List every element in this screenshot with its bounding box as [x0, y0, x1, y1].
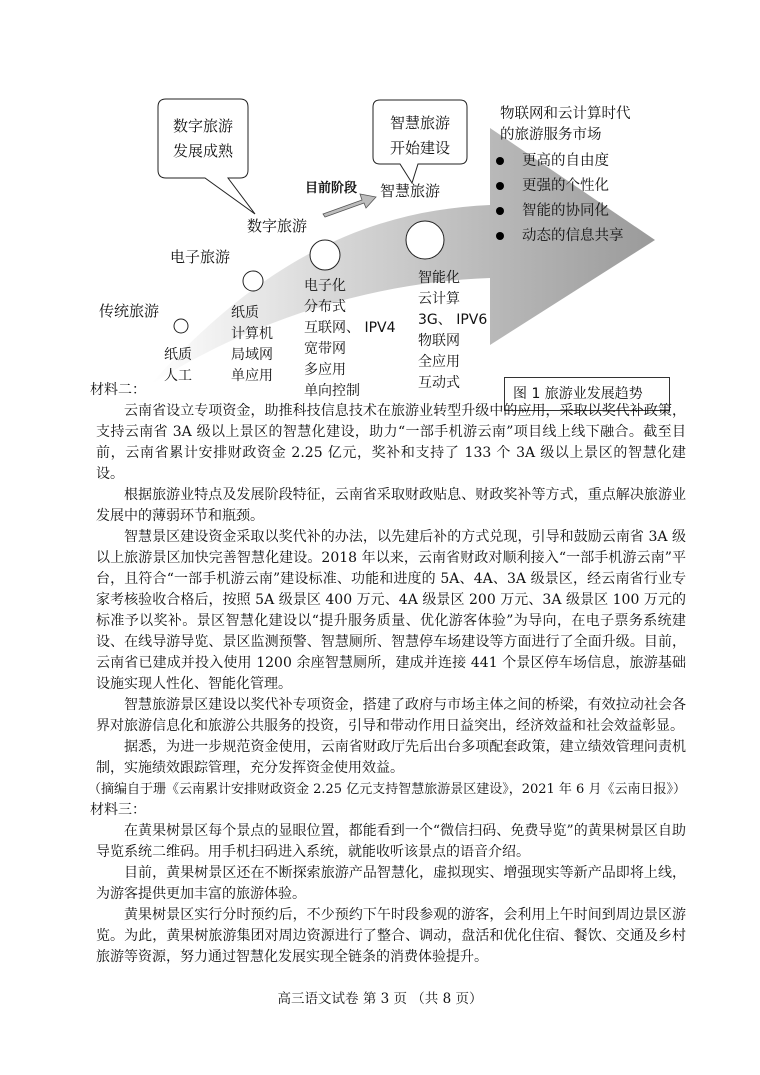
feature-item: 单向控制 [304, 383, 360, 399]
feature-item: 物联网 [418, 333, 460, 349]
market-item [500, 149, 631, 174]
feature-item: 互联网、 IPV4 [304, 320, 396, 336]
material2-paragraph: 智慧旅游景区建设以奖代补专项资金，搭建了政府与市场主体之间的桥梁，有效拉动社会各界对旅游信息化和旅游公共服务的投资，引导和带动作用日益突出，经济效益和社会效益彰显。 [96, 697, 686, 734]
callout-left-line-1: 数字旅游 [172, 117, 233, 135]
bullet-icon [496, 157, 504, 165]
callout-right-text [373, 111, 467, 161]
feature-item: 3G、 IPV6 [418, 312, 488, 328]
stage-circle-smart [406, 221, 444, 259]
feature-item: 互动式 [418, 375, 460, 391]
market-list [500, 149, 631, 249]
current-stage-label: 目前阶段 [305, 181, 358, 196]
material3-heading: 材料三： [90, 802, 146, 818]
stage-label-smart: 智慧旅游 [380, 182, 441, 200]
callout-right-line-2: 开始建设 [389, 139, 450, 157]
figure-caption: 图 1 旅游业发展趋势 [504, 377, 670, 411]
market-panel [500, 104, 631, 249]
feature-item: 纸质 [231, 305, 259, 321]
market-title-line-2: 的旅游服务市场 [500, 127, 602, 143]
market-item [500, 224, 631, 249]
smart-features [418, 268, 487, 394]
stage-label-digital: 数字旅游 [247, 217, 308, 235]
callout-right-line-1: 智慧旅游 [389, 114, 450, 132]
feature-item: 宽带网 [304, 341, 346, 357]
market-title-line-1: 物联网和云计算时代 [500, 106, 631, 122]
feature-item: 局域网 [231, 347, 273, 363]
stage-label-traditional: 传统旅游 [99, 302, 160, 320]
stage-label-electronic: 电子旅游 [170, 248, 231, 266]
bullet-icon [496, 232, 504, 240]
feature-item: 人工 [164, 368, 192, 384]
feature-item: 智能化 [418, 270, 460, 286]
callout-left-line-2: 发展成熟 [172, 142, 233, 160]
market-item-text: 更高的自由度 [522, 153, 609, 169]
stage-circle-digital [310, 240, 340, 270]
material3-paragraph: 在黄果树景区每个景点的显眼位置，都能看到一个“微信扫码、免费导览”的黄果树景区自助导览系统二维码。用手机扫码进入系统，就能收听该景点的语音介绍。 [96, 823, 686, 860]
feature-item: 计算机 [231, 326, 273, 342]
feature-item: 单应用 [231, 368, 273, 384]
material2-paragraph: 据悉，为进一步规范资金使用，云南省财政厅先后出台多项配套政策，建立绩效管理问责机制，实施绩效跟踪管理，充分发挥资金使用效益。 [96, 739, 686, 776]
material2-paragraph: 根据旅游业特点及发展阶段特征，云南省采取财政贴息、财政奖补等方式，重点解决旅游业发展中的薄弱环节和瓶颈。 [96, 487, 686, 524]
market-item [500, 174, 631, 199]
bullet-icon [496, 207, 504, 215]
market-item-text: 更强的个性化 [522, 178, 609, 194]
stage-circle-traditional [174, 319, 188, 333]
market-item-text: 动态的信息共享 [522, 228, 624, 244]
market-item-text: 智能的协同化 [522, 203, 609, 219]
article-body [88, 380, 686, 968]
material3-paragraph: 目前，黄果树景区还在不断探索旅游产品智慧化，虚拟现实、增强现实等新产品即将上线，为游客提供更加丰富的旅游体验。 [96, 865, 686, 902]
feature-item: 电子化 [304, 278, 346, 294]
material3-paragraph: 黄果树景区实行分时预约后，不少预约下午时段参观的游客，会利用上午时间到周边景区游览。为此，黄果树旅游集团对周边资源进行了整合、调动，盘活和优化住宿、餐饮、交通及乡村旅游等资源，努力通过智慧化发展实现全链条的消费体验提升。 [96, 907, 686, 965]
feature-item: 云计算 [418, 291, 460, 307]
stage-circle-electronic [243, 271, 263, 291]
callout-left-text [158, 114, 248, 164]
material2-paragraph: 智慧景区建设资金采取以奖代补的办法，以先建后补的方式兑现，引导和鼓励云南省 3A 级以上旅游景区加快完善智慧化建设。2018 年以来，云南省财政对顺利接入“一部手机游云南”平台，且符合“一部手机游云南”建设标准、功能和进度的 5A、4A、3A 级景区，经云南省行业专家考核验收合格后，按照 5A 级景区 400 万元、4A 级景区 200 万元、3A 级景区 100 万元的标准予以奖补。景区智慧化建设以“提升服务质量、优化游客体验”为导向，在电子票务系统建设、在线导游导览、景区监测预警、智慧厕所、智慧停车场建设等方面进行了全面升级。目前，云南省已建成并投入使用 1200 余座智慧厕所，建成并连接 441 个景区停车场信息，旅游基础设施实现人性化、智能化管理。 [96, 529, 686, 692]
tourism-trend-figure [0, 0, 760, 400]
electronic-features [231, 303, 273, 387]
market-item [500, 199, 631, 224]
current-stage-arrow [323, 194, 376, 217]
feature-item: 纸质 [164, 347, 192, 363]
feature-item: 全应用 [418, 354, 460, 370]
page-footer: 高三语文试卷 第 3 页 （共 8 页） [277, 991, 483, 1007]
bullet-icon [496, 182, 504, 190]
material2-heading: 材料二： [90, 382, 146, 398]
feature-item: 分布式 [304, 299, 346, 315]
material2-source: （摘编自于珊《云南累计安排财政资金 2.25 亿元支持智慧旅游景区建设》，2021 年 6 月《云南日报》） [88, 782, 686, 797]
feature-item: 多应用 [304, 362, 346, 378]
material2-paragraph: 云南省设立专项资金，助推科技信息技术在旅游业转型升级中的应用，采取以奖代补政策，支持云南省 3A 级以上景区的智慧化建设，助力“一部手机游云南”项目线上线下融合。截至目前，云南省累计安排财政资金 2.25 亿元，奖补和支持了 133 个 3A 级以上景区的智慧化建设。 [96, 403, 686, 482]
